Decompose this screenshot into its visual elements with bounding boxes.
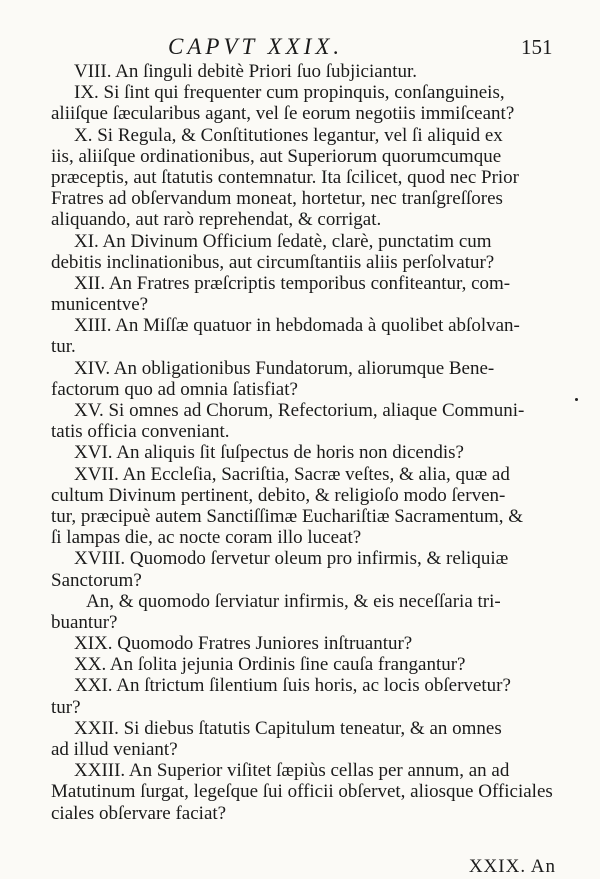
text-line: buantur? (51, 611, 118, 633)
text-line: XIII. An Miſſæ quatuor in hebdomada à quolibet abſolvan- (74, 315, 520, 337)
text-line: X. Si Regula, & Conſtitutiones legantur, vel ſi aliquid ex (74, 124, 503, 146)
text-line: IX. Si ſint qui frequenter cum propinquis, conſanguineis, (74, 82, 505, 104)
text-line: Fratres ad obſervandum moneat, hortetur, nec tranſgreſſores (51, 188, 503, 210)
text-line: XIX. Quomodo Fratres Juniores inſtruantur? (74, 633, 413, 655)
text-line: iis, aliiſque ordinationibus, aut Superiorum quorumcumque (51, 145, 502, 167)
text-line: debitis inclinationibus, aut circumſtantiis aliis perſolvatur? (51, 251, 495, 273)
text-line: tatis officia conveniant. (51, 421, 230, 443)
text-line: ciales obſervare faciat? (51, 802, 227, 824)
text-line: ſi lampas die, ac nocte coram illo luceat? (51, 527, 362, 549)
text-line: XI. An Divinum Officium ſedatè, clarè, punctatim cum (74, 230, 492, 252)
text-line: tur, præcipuè autem Sanctiſſimæ Euchariſtiæ Sacramentum, & (51, 505, 524, 527)
text-line: ad illud veniant? (51, 739, 178, 760)
text-line: XXIII. An Superior viſitet ſæpiùs cellas per annum, an ad (74, 760, 510, 782)
text-line: XX. An ſolita jejunia Ordinis ſine cauſa frangantur? (74, 654, 466, 676)
text-line: factorum quo ad omnia ſatisfiat? (51, 378, 298, 400)
text-body (51, 61, 576, 824)
catchword: XXIX. An (468, 856, 556, 877)
page-number: 151 (521, 35, 553, 59)
text-line: An, & quomodo ſerviatur infirmis, & eis neceſſaria tri- (86, 590, 501, 612)
text-line: XV. Si omnes ad Chorum, Refectorium, aliaque Communi- (74, 400, 525, 421)
text-line: tur? (51, 696, 81, 718)
ink-speck (575, 398, 578, 401)
running-header (0, 34, 600, 64)
text-line: Sanctorum? (51, 569, 142, 591)
text-line: XVI. An aliquis ſit ſuſpectus de horis non dicendis? (74, 442, 464, 464)
text-line: XVII. An Eccleſia, Sacriſtia, Sacræ veſtes, & alia, quæ ad (74, 463, 510, 485)
text-line: aliquando, aut rarò reprehendat, & corrigat. (51, 209, 382, 231)
text-line: VIII. An ſinguli debitè Priori ſuo ſubjiciantur. (74, 61, 418, 82)
text-line: XXII. Si diebus ſtatutis Capitulum teneatur, & an omnes (74, 717, 502, 739)
text-line: XIV. An obligationibus Fundatorum, aliorumque Bene- (74, 357, 495, 379)
text-line: Matutinum ſurgat, legeſque ſui officii obſervet, aliosque Officiales (51, 781, 553, 803)
text-line: præceptis, aut ſtatutis contemnatur. Ita ſcilicet, quod nec Prior (51, 166, 520, 188)
text-line: XVIII. Quomodo ſervetur oleum pro infirmis, & reliquiæ (74, 548, 509, 570)
text-line: XXI. An ſtrictum ſilentium ſuis horis, ac locis obſervetur? (74, 675, 511, 697)
text-line: municentve? (51, 294, 149, 316)
text-line: tur. (51, 336, 76, 358)
chapter-title: CAPVT XXIX. (168, 34, 344, 59)
text-line: cultum Divinum pertinent, debito, & religioſo modo ſerven- (51, 484, 506, 506)
text-line: XII. An Fratres præſcriptis temporibus confiteantur, com- (74, 272, 511, 294)
text-line: aliiſque ſæcularibus agant, vel ſe eorum negotiis immiſceant? (51, 103, 515, 125)
